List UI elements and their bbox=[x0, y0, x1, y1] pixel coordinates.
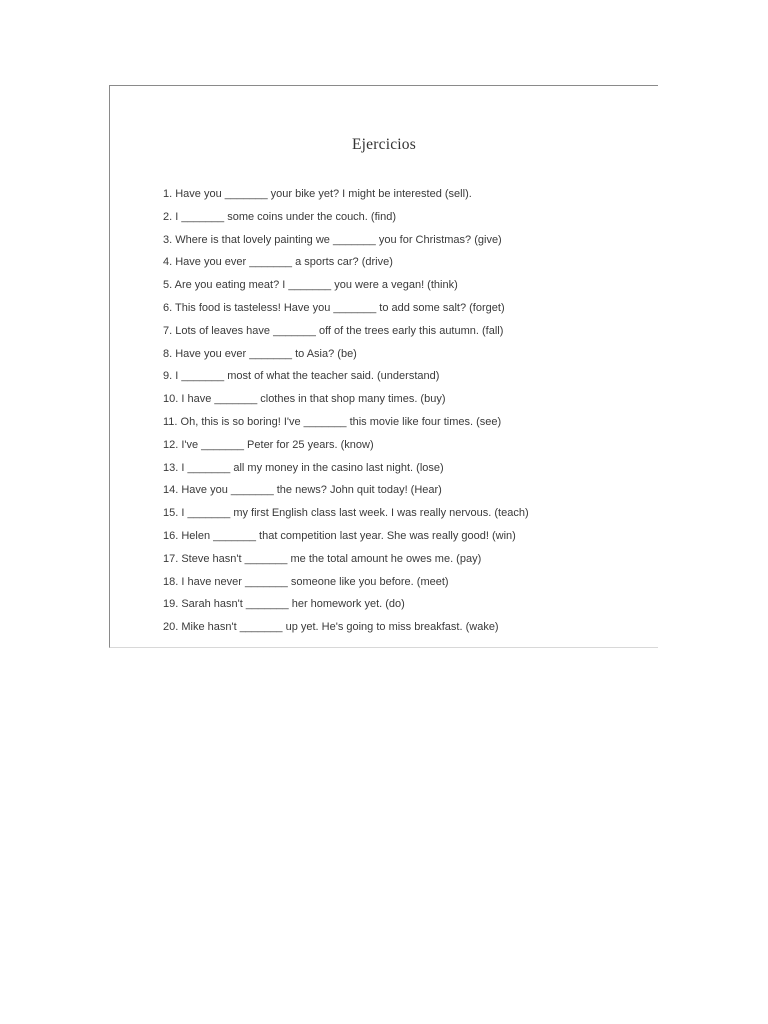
exercise-item: 1. Have you _______ your bike yet? I might be interested (sell). bbox=[163, 188, 472, 200]
exercise-item: 10. I have _______ clothes in that shop many times. (buy) bbox=[163, 393, 446, 406]
exercise-item: 3. Where is that lovely painting we _______ you for Christmas? (give) bbox=[163, 233, 502, 246]
exercise-item: 14. Have you _______ the news? John quit today! (Hear) bbox=[163, 484, 442, 497]
exercise-list bbox=[163, 186, 529, 642]
exercise-item: 18. I have never _______ someone like you before. (meet) bbox=[163, 575, 449, 588]
exercise-item: 9. I _______ most of what the teacher said. (understand) bbox=[163, 370, 440, 383]
exercise-item: 6. This food is tasteless! Have you _______ to add some salt? (forget) bbox=[163, 301, 505, 314]
exercise-item: 17. Steve hasn't _______ me the total amount he owes me. (pay) bbox=[163, 552, 482, 565]
exercise-item: 5. Are you eating meat? I _______ you were a vegan! (think) bbox=[163, 279, 458, 292]
exercise-item: 15. I _______ my first English class last week. I was really nervous. (teach) bbox=[163, 507, 529, 520]
exercise-item: 4. Have you ever _______ a sports car? (drive) bbox=[163, 256, 393, 269]
exercise-item: 2. I _______ some coins under the couch. (find) bbox=[163, 210, 396, 223]
exercise-item: 7. Lots of leaves have _______ off of the trees early this autumn. (fall) bbox=[163, 324, 504, 337]
exercise-item: 13. I _______ all my money in the casino last night. (lose) bbox=[163, 461, 444, 474]
exercise-item: 19. Sarah hasn't _______ her homework yet. (do) bbox=[163, 598, 405, 611]
exercise-item: 11. Oh, this is so boring! I've _______ this movie like four times. (see) bbox=[163, 415, 502, 428]
exercise-item: 8. Have you ever _______ to Asia? (be) bbox=[163, 347, 357, 360]
exercise-item: 12. I've _______ Peter for 25 years. (know) bbox=[163, 438, 374, 451]
exercise-item: 16. Helen _______ that competition last year. She was really good! (win) bbox=[163, 529, 516, 542]
scanned-worksheet bbox=[109, 85, 658, 648]
page-title: Ejercicios bbox=[352, 136, 416, 153]
exercise-item: 20. Mike hasn't _______ up yet. He's going to miss breakfast. (wake) bbox=[163, 621, 499, 634]
